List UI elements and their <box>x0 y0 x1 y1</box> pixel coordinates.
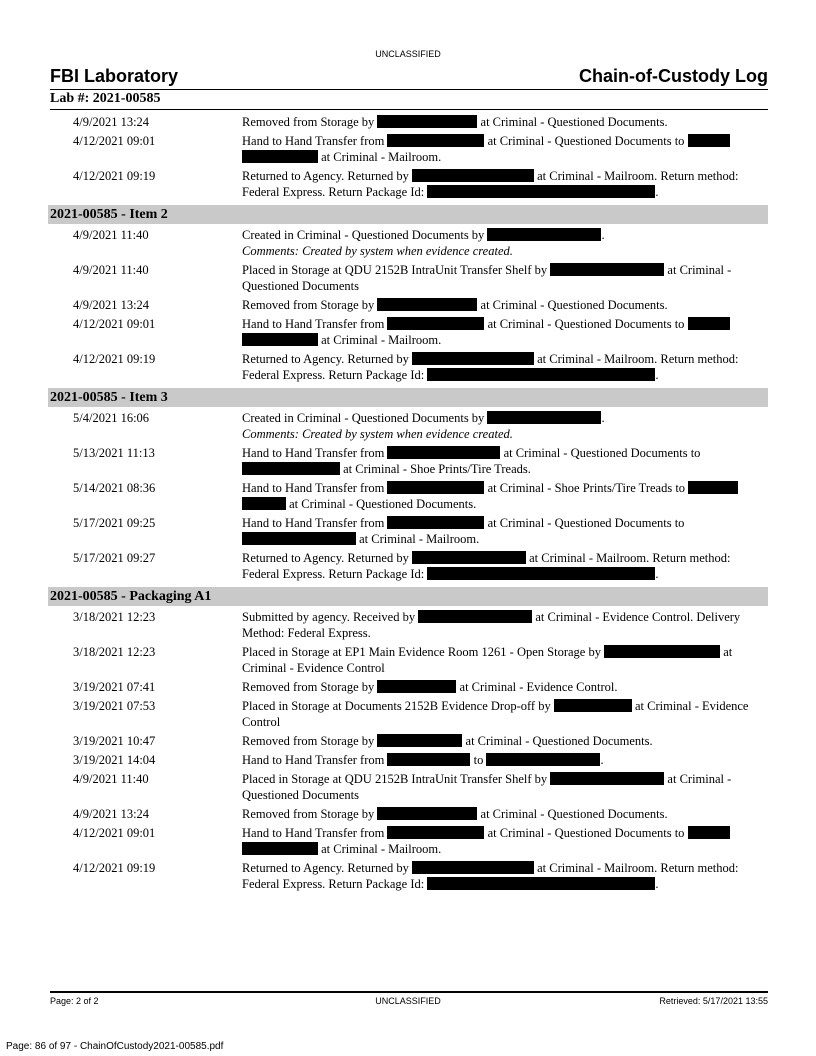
entry-description <box>242 351 762 383</box>
entry-timestamp: 5/13/2021 11:13 <box>73 446 155 460</box>
entry-text: Hand to Hand Transfer from <box>242 446 388 460</box>
redaction-block <box>427 368 655 381</box>
log-entry <box>48 752 768 768</box>
redaction-block <box>486 753 600 766</box>
redaction-block <box>688 826 730 839</box>
group-heading: 2021-00585 - Item 3 <box>48 388 768 407</box>
redaction-block <box>242 532 356 545</box>
lab-number: Lab #: 2021-00585 <box>50 91 161 106</box>
entry-text: at Criminal - Questioned Documents. <box>477 298 668 312</box>
entry-timestamp: 4/12/2021 09:19 <box>73 352 156 366</box>
entry-timestamp: 4/12/2021 09:01 <box>73 134 156 148</box>
entry-text: at Criminal - Mailroom. Return method: Federal Express. Return Package Id: <box>242 352 739 382</box>
redaction-block <box>387 516 484 529</box>
redaction-block <box>550 263 664 276</box>
entry-text: Created in Criminal - Questioned Documents by <box>242 411 488 425</box>
log-entry <box>48 410 768 442</box>
entry-text: at Criminal - Mailroom. Return method: Federal Express. Return Package Id: <box>242 861 739 891</box>
entry-timestamp: 3/18/2021 12:23 <box>73 645 156 659</box>
entry-text: at Criminal - Evidence Control <box>242 645 733 675</box>
org-name: FBI Laboratory <box>50 66 179 86</box>
redaction-block <box>427 877 655 890</box>
entry-text: . <box>655 185 659 199</box>
redaction-block <box>242 150 318 163</box>
entry-description <box>242 297 762 313</box>
entry-timestamp: 4/12/2021 09:19 <box>73 169 156 183</box>
entry-text: at Criminal - Questioned Documents <box>242 263 732 293</box>
redaction-block <box>387 826 484 839</box>
redaction-block <box>377 807 477 820</box>
entry-text: to <box>470 753 487 767</box>
entry-text: . <box>601 411 605 425</box>
log-entry <box>48 262 768 294</box>
redaction-block <box>242 333 318 346</box>
log-entry <box>48 771 768 803</box>
entry-description <box>242 609 762 641</box>
entry-text: at Criminal - Mailroom. <box>318 333 442 347</box>
entry-timestamp: 4/9/2021 11:40 <box>73 228 149 242</box>
redaction-block <box>387 134 484 147</box>
entry-text: Returned to Agency. Returned by <box>242 169 412 183</box>
entry-text: at Criminal - Questioned Documents to <box>484 134 688 148</box>
entry-timestamp: 4/9/2021 13:24 <box>73 298 150 312</box>
log-entry <box>48 679 768 695</box>
entry-description <box>242 445 762 477</box>
entry-timestamp: 4/9/2021 11:40 <box>73 263 149 277</box>
entry-description <box>242 806 762 822</box>
entry-text: Placed in Storage at QDU 2152B IntraUnit Transfer Shelf by <box>242 263 551 277</box>
log-entry <box>48 644 768 676</box>
entry-description <box>242 262 762 294</box>
entry-timestamp: 3/19/2021 07:41 <box>73 680 156 694</box>
redaction-block <box>604 645 720 658</box>
redaction-block <box>550 772 664 785</box>
entry-text: at Criminal - Evidence Control. Delivery Method: Federal Express. <box>242 610 741 640</box>
page-header <box>50 66 768 88</box>
redaction-block <box>387 317 484 330</box>
redaction-block <box>387 481 484 494</box>
redaction-block <box>554 699 632 712</box>
entry-text: Removed from Storage by <box>242 115 378 129</box>
entry-text: at Criminal - Questioned Documents to <box>500 446 701 460</box>
pdf-page-footer: Page: 86 of 97 - ChainOfCustody2021-00585.pdf <box>6 1041 224 1052</box>
log-entry <box>48 806 768 822</box>
log-entry <box>48 133 768 165</box>
entry-description <box>242 752 762 768</box>
entry-text: at Criminal - Questioned Documents to <box>484 516 685 530</box>
log-entry <box>48 609 768 641</box>
redaction-block <box>377 680 456 693</box>
redaction-block <box>412 352 534 365</box>
entry-description <box>242 316 762 348</box>
entry-text: at Criminal - Evidence Control <box>242 699 749 729</box>
entry-timestamp: 3/19/2021 14:04 <box>73 753 156 767</box>
entry-description <box>242 114 762 130</box>
page-number: Page: 2 of 2 <box>50 996 99 1006</box>
entry-comment: Comments: Created by system when evidence created. <box>242 427 513 441</box>
redaction-block <box>387 446 500 459</box>
entry-text: at Criminal - Shoe Prints/Tire Treads. <box>340 462 531 476</box>
entry-text: Placed in Storage at QDU 2152B IntraUnit Transfer Shelf by <box>242 772 551 786</box>
footer-rule <box>50 991 768 993</box>
log-entry <box>48 480 768 512</box>
redaction-block <box>242 497 286 510</box>
entry-timestamp: 4/12/2021 09:01 <box>73 826 156 840</box>
redaction-block <box>377 298 477 311</box>
log-entry <box>48 445 768 477</box>
redaction-block <box>487 411 601 424</box>
entry-text: . <box>655 567 659 581</box>
entry-text: Returned to Agency. Returned by <box>242 861 412 875</box>
entry-text: at Criminal - Questioned Documents <box>242 772 732 802</box>
entry-text: at Criminal - Questioned Documents. <box>462 734 653 748</box>
entry-description <box>242 410 762 426</box>
entry-timestamp: 5/17/2021 09:27 <box>73 551 156 565</box>
entry-text: Hand to Hand Transfer from <box>242 317 388 331</box>
entry-description <box>242 698 762 730</box>
entry-text: at Criminal - Evidence Control. <box>456 680 618 694</box>
log-entry <box>48 860 768 892</box>
log-entry <box>48 316 768 348</box>
redaction-block <box>418 610 532 623</box>
entry-timestamp: 5/14/2021 08:36 <box>73 481 156 495</box>
entry-timestamp: 4/9/2021 11:40 <box>73 772 149 786</box>
entry-text: at Criminal - Questioned Documents to <box>484 317 688 331</box>
redaction-block <box>688 134 730 147</box>
redaction-block <box>242 842 318 855</box>
group-heading: 2021-00585 - Item 2 <box>48 205 768 224</box>
entry-timestamp: 3/18/2021 12:23 <box>73 610 156 624</box>
entry-text: . <box>601 228 605 242</box>
log-entry <box>48 550 768 582</box>
entry-text: Hand to Hand Transfer from <box>242 134 388 148</box>
entry-text: Hand to Hand Transfer from <box>242 826 388 840</box>
entry-description <box>242 133 762 165</box>
redaction-block <box>412 551 526 564</box>
log-entry <box>48 698 768 730</box>
entry-text: Hand to Hand Transfer from <box>242 516 388 530</box>
entry-text: Hand to Hand Transfer from <box>242 481 388 495</box>
entry-timestamp: 5/17/2021 09:25 <box>73 516 156 530</box>
entry-text: Removed from Storage by <box>242 680 378 694</box>
entry-description <box>242 227 762 243</box>
log-entry <box>48 733 768 749</box>
entry-text: at Criminal - Mailroom. Return method: Federal Express. Return Package Id: <box>242 551 731 581</box>
entry-description <box>242 480 762 512</box>
entry-timestamp: 5/4/2021 16:06 <box>73 411 150 425</box>
redaction-block <box>688 481 738 494</box>
entry-text: Placed in Storage at EP1 Main Evidence Room 1261 - Open Storage by <box>242 645 605 659</box>
entry-text: . <box>655 368 659 382</box>
entry-text: at Criminal - Questioned Documents. <box>477 807 668 821</box>
entry-text: Submitted by agency. Received by <box>242 610 419 624</box>
redaction-block <box>688 317 730 330</box>
document-title: Chain-of-Custody Log <box>579 66 768 86</box>
lab-number-rule <box>50 109 768 110</box>
entry-timestamp: 4/9/2021 13:24 <box>73 807 150 821</box>
redaction-block <box>412 861 534 874</box>
log-entry <box>48 825 768 857</box>
entry-text: at Criminal - Shoe Prints/Tire Treads to <box>484 481 689 495</box>
entry-text: at Criminal - Questioned Documents. <box>477 115 668 129</box>
entry-text: . <box>655 877 659 891</box>
entry-description <box>242 515 762 547</box>
entry-description <box>242 771 762 803</box>
entry-text: at Criminal - Mailroom. Return method: Federal Express. Return Package Id: <box>242 169 739 199</box>
redaction-block <box>387 753 470 766</box>
entry-description <box>242 679 762 695</box>
entry-comment: Comments: Created by system when evidence created. <box>242 244 513 258</box>
entry-text: . <box>600 753 604 767</box>
entry-timestamp: 3/19/2021 07:53 <box>73 699 156 713</box>
entry-text: at Criminal - Questioned Documents. <box>286 497 477 511</box>
entry-text: Returned to Agency. Returned by <box>242 352 412 366</box>
log-entry <box>48 114 768 130</box>
entry-text: Hand to Hand Transfer from <box>242 753 388 767</box>
entry-description <box>242 550 762 582</box>
classification-top: UNCLASSIFIED <box>375 49 441 59</box>
entry-timestamp: 3/19/2021 10:47 <box>73 734 156 748</box>
log-entry <box>48 227 768 259</box>
entry-text: Returned to Agency. Returned by <box>242 551 412 565</box>
custody-log <box>48 111 768 892</box>
redaction-block <box>412 169 534 182</box>
entry-description <box>242 168 762 200</box>
redaction-block <box>377 734 462 747</box>
classification-bottom: UNCLASSIFIED <box>375 996 441 1006</box>
entry-text: at Criminal - Questioned Documents to <box>484 826 688 840</box>
entry-description <box>242 733 762 749</box>
entry-text: at Criminal - Mailroom. <box>318 150 442 164</box>
entry-text: Removed from Storage by <box>242 807 378 821</box>
redaction-block <box>377 115 477 128</box>
entry-timestamp: 4/9/2021 13:24 <box>73 115 150 129</box>
log-entry <box>48 515 768 547</box>
log-entry <box>48 297 768 313</box>
entry-timestamp: 4/12/2021 09:01 <box>73 317 156 331</box>
entry-description <box>242 825 762 857</box>
log-entry <box>48 351 768 383</box>
entry-description <box>242 644 762 676</box>
redaction-block <box>427 567 655 580</box>
group-heading: 2021-00585 - Packaging A1 <box>48 587 768 606</box>
entry-text: Removed from Storage by <box>242 734 378 748</box>
redaction-block <box>487 228 601 241</box>
redaction-block <box>242 462 340 475</box>
entry-text: at Criminal - Mailroom. <box>356 532 480 546</box>
entry-text: Created in Criminal - Questioned Documents by <box>242 228 488 242</box>
redaction-block <box>427 185 655 198</box>
entry-text: at Criminal - Mailroom. <box>318 842 442 856</box>
entry-text: Removed from Storage by <box>242 298 378 312</box>
log-entry <box>48 168 768 200</box>
entry-text: Placed in Storage at Documents 2152B Evidence Drop-off by <box>242 699 554 713</box>
header-rule <box>50 89 768 90</box>
retrieved-date: Retrieved: 5/17/2021 13:55 <box>659 996 768 1006</box>
entry-timestamp: 4/12/2021 09:19 <box>73 861 156 875</box>
entry-description <box>242 860 762 892</box>
